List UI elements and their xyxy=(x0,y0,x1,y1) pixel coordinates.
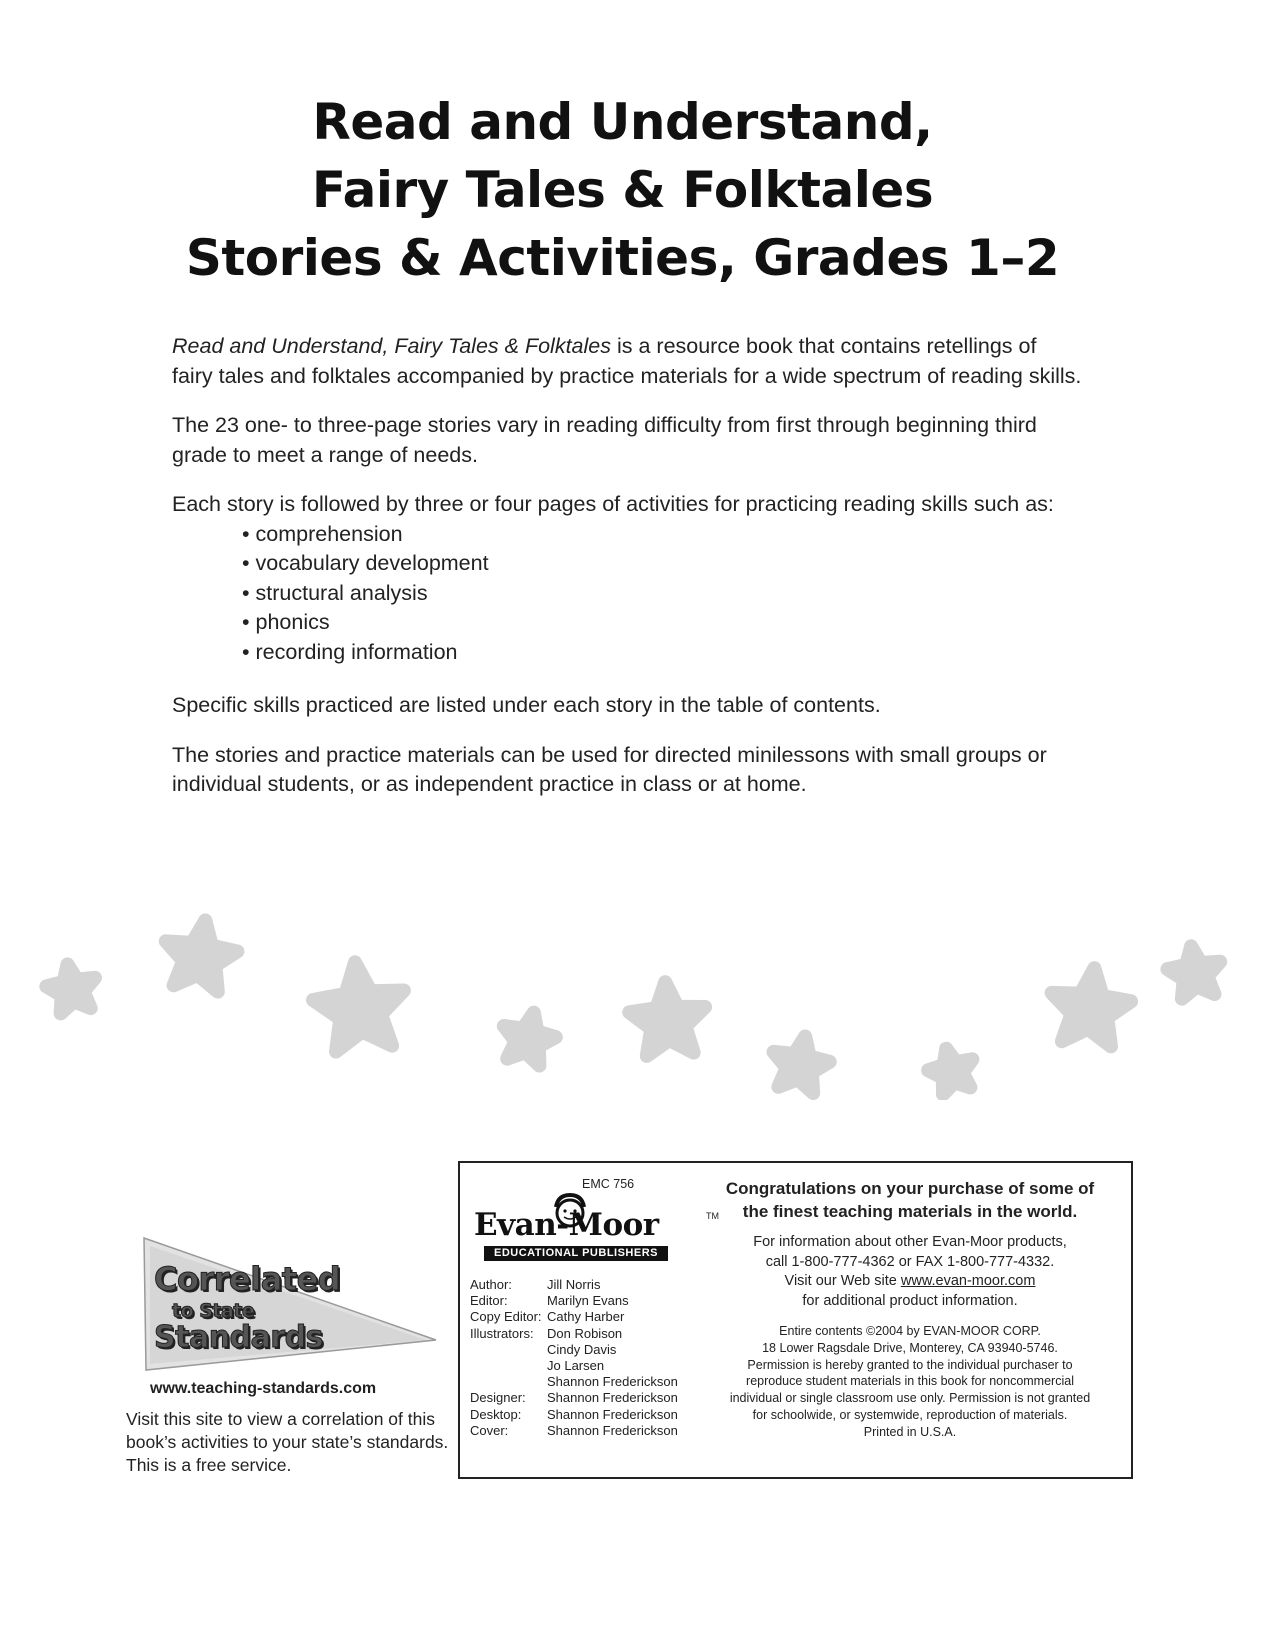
star-icon xyxy=(1052,968,1132,1046)
skill-item: • recording information xyxy=(242,638,1082,668)
skills-intro: Each story is followed by three or four pages of activities for practicing reading skills such as: xyxy=(172,492,1054,516)
intro-text: is a resource book that contains retellings of fairy tales and folktales accompanied by practice materials for a wide spectrum of reading skills. xyxy=(172,334,1082,388)
credit-row: Editor: Marilyn Evans xyxy=(470,1293,629,1309)
correlated-label: Correlated xyxy=(154,1260,341,1298)
title-line-1: Read and Understand, xyxy=(312,93,933,151)
star-icon xyxy=(1167,946,1220,998)
credit-row: Author: Jill Norris xyxy=(470,1277,601,1292)
credit-row: Desktop: Shannon Frederickson xyxy=(470,1406,678,1422)
credit-row: Designer: Shannon Frederickson xyxy=(470,1390,678,1406)
skill-item: • phonics xyxy=(242,608,1082,638)
credit-row: Copy Editor: Cathy Harber xyxy=(470,1309,625,1325)
star-icon xyxy=(629,982,705,1056)
skill-item: • comprehension xyxy=(242,520,1082,550)
book-title-italic: Read and Understand, Fairy Tales & Folktales xyxy=(172,334,611,358)
usage-paragraph: The stories and practice materials can be used for directed minilessons with small groups or individual students, or as independent practice in class or at home. xyxy=(172,742,1047,796)
credit-row: Cover: Shannon Frederickson xyxy=(470,1422,678,1438)
decorative-stars xyxy=(0,890,1275,1100)
intro-paragraph xyxy=(172,332,1082,391)
educational-publishers-bar: EDUCATIONAL PUBLISHERS xyxy=(484,1246,668,1261)
description-body xyxy=(172,332,1082,820)
standards-note: Visit this site to view a correlation of this book’s activities to your state’s standards. This is a free service. xyxy=(126,1409,449,1475)
star-icon xyxy=(166,920,238,991)
evan-moor-logo: Evan-Moor xyxy=(474,1207,659,1243)
skill-item: • structural analysis xyxy=(242,579,1082,609)
credit-row: Illustrators: Don Robison xyxy=(470,1325,623,1341)
page-title xyxy=(0,88,1245,292)
standards-label: Standards xyxy=(154,1320,323,1355)
staff-credits xyxy=(470,1277,678,1439)
catalog-number: EMC 756 xyxy=(582,1177,635,1191)
copyright-notice: Entire contents ©2004 by EVAN-MOOR CORP. 18 Lower Ragsdale Drive, Monterey, CA 93940-5746. Permission is hereby granted to the individual purchaser to reproduce student materials in this book for noncommercial individual or single classroom use only. Permission is not granted for schoolwide, or systemwide, reproduction of materials. Printed in U.S.A. xyxy=(729,1324,1091,1439)
credit-row: Cindy Davis xyxy=(547,1341,617,1357)
publisher-credits-box xyxy=(458,1161,1133,1479)
skills-note: Specific skills practiced are listed under each story in the table of contents. xyxy=(172,693,881,717)
star-icon xyxy=(46,964,95,1013)
contact-info: For information about other Evan-Moor products, call 1-800-777-4362 or FAX 1-800-777-4332. Visit our Web site www.evan-moor.com for additional product information. xyxy=(753,1234,1067,1309)
star-icon xyxy=(928,1049,972,1095)
publisher-info xyxy=(692,1177,1128,1441)
star-icon xyxy=(504,1013,556,1066)
skills-list xyxy=(172,520,1082,668)
stories-paragraph: The 23 one- to three-page stories vary in reading difficulty from first through beginning third grade to meet a range of needs. xyxy=(172,413,1037,467)
standards-url[interactable]: www.teaching-standards.com xyxy=(150,1380,377,1397)
credit-row: Shannon Frederickson xyxy=(547,1374,678,1390)
to-state-label: to State xyxy=(172,1300,255,1322)
title-line-2: Fairy Tales & Folktales xyxy=(311,161,934,219)
title-line-3: Stories & Activities, Grades 1–2 xyxy=(185,229,1060,287)
skill-item: • vocabulary development xyxy=(242,549,1082,579)
star-icon xyxy=(313,962,404,1051)
star-icon xyxy=(774,1037,830,1094)
credit-row: Jo Larsen xyxy=(547,1358,605,1374)
trademark-mark: TM xyxy=(706,1211,719,1221)
congratulations-message: Congratulations on your purchase of some of the finest teaching materials in the world. xyxy=(725,1179,1095,1221)
publisher-website-link[interactable]: www.evan-moor.com xyxy=(900,1273,1036,1289)
